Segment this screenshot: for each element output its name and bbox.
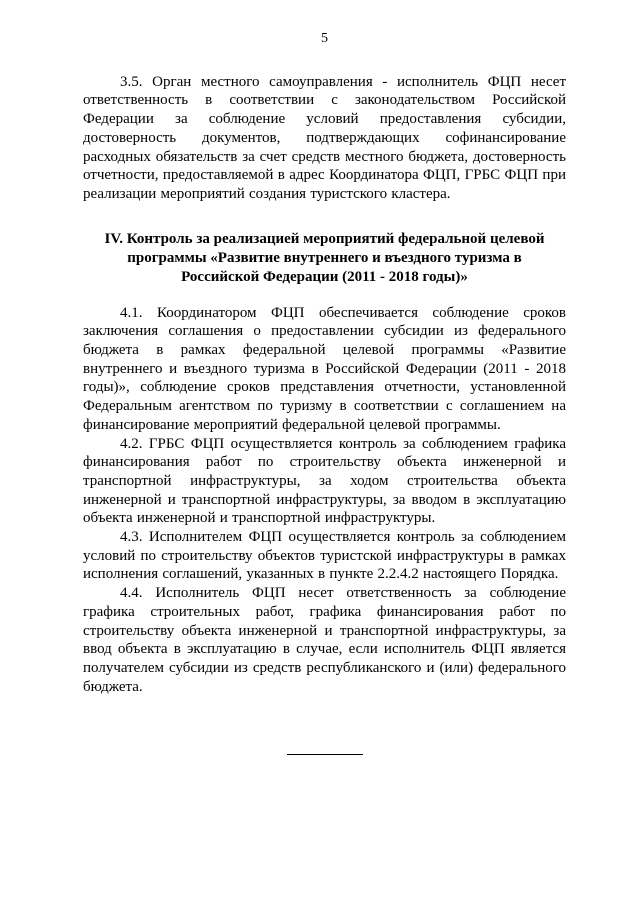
- paragraph-3-5: 3.5. Орган местного самоуправления - исполнитель ФЦП несет ответственность в соответствии с законодательством Российской Федерации за соблюдение условий предоставления субсидии, достоверность документов, подтверждающих софинансирование расходных обязательств за счет средств местного бюджета, достоверность отчетности, предоставляемой в адрес Координатора ФЦП, ГРБС ФЦП при реализации мероприятий создания туристского кластера.: [83, 73, 566, 202]
- section-heading-iv: IV. Контроль за реализацией мероприятий федеральной целевой программы «Развитие внутреннего и въездного туризма в Российской Федерации (2011 - 2018 годы)»: [104, 230, 545, 285]
- paragraph-4-1: 4.1. Координатором ФЦП обеспечивается соблюдение сроков заключения соглашения о предоставлении субсидии из федерального бюджета в рамках федеральной целевой программы «Развитие внутреннего и въездного туризма в Российской Федерации (2011 - 2018 годы)», соблюдение сроков представления отчетности, установленной Федеральным агентством по туризму в соответствии с соглашением на финансирование мероприятий федеральной целевой программы.: [83, 304, 566, 433]
- paragraph-4-2: 4.2. ГРБС ФЦП осуществляется контроль за соблюдением графика финансирования работ по строительству объекта инженерной и транспортной инфраструктуры, за ходом строительства объекта инженерной и транспортной инфраструктуры, за вводом в эксплуатацию объекта инженерной и транспортной инфраструктуры.: [83, 435, 566, 527]
- paragraph-4-4: 4.4. Исполнитель ФЦП несет ответственность за соблюдение графика строительных работ, графика финансирования работ по строительству объекта инженерной и транспортной инфраструктуры, за ввод объекта в эксплуатацию в случае, если исполнитель ФЦП является получателем субсидии из средств республиканского и (или) федерального бюджета.: [83, 585, 566, 695]
- footnote-separator-rule: [287, 754, 363, 755]
- paragraph-4-3: 4.3. Исполнителем ФЦП осуществляется контроль за соблюдением условий по строительству объектов туристской инфраструктуры в рамках исполнения соглашений, указанных в пункте 2.2.4.2 настоящего Порядка.: [83, 529, 566, 583]
- page-number: 5: [321, 31, 328, 46]
